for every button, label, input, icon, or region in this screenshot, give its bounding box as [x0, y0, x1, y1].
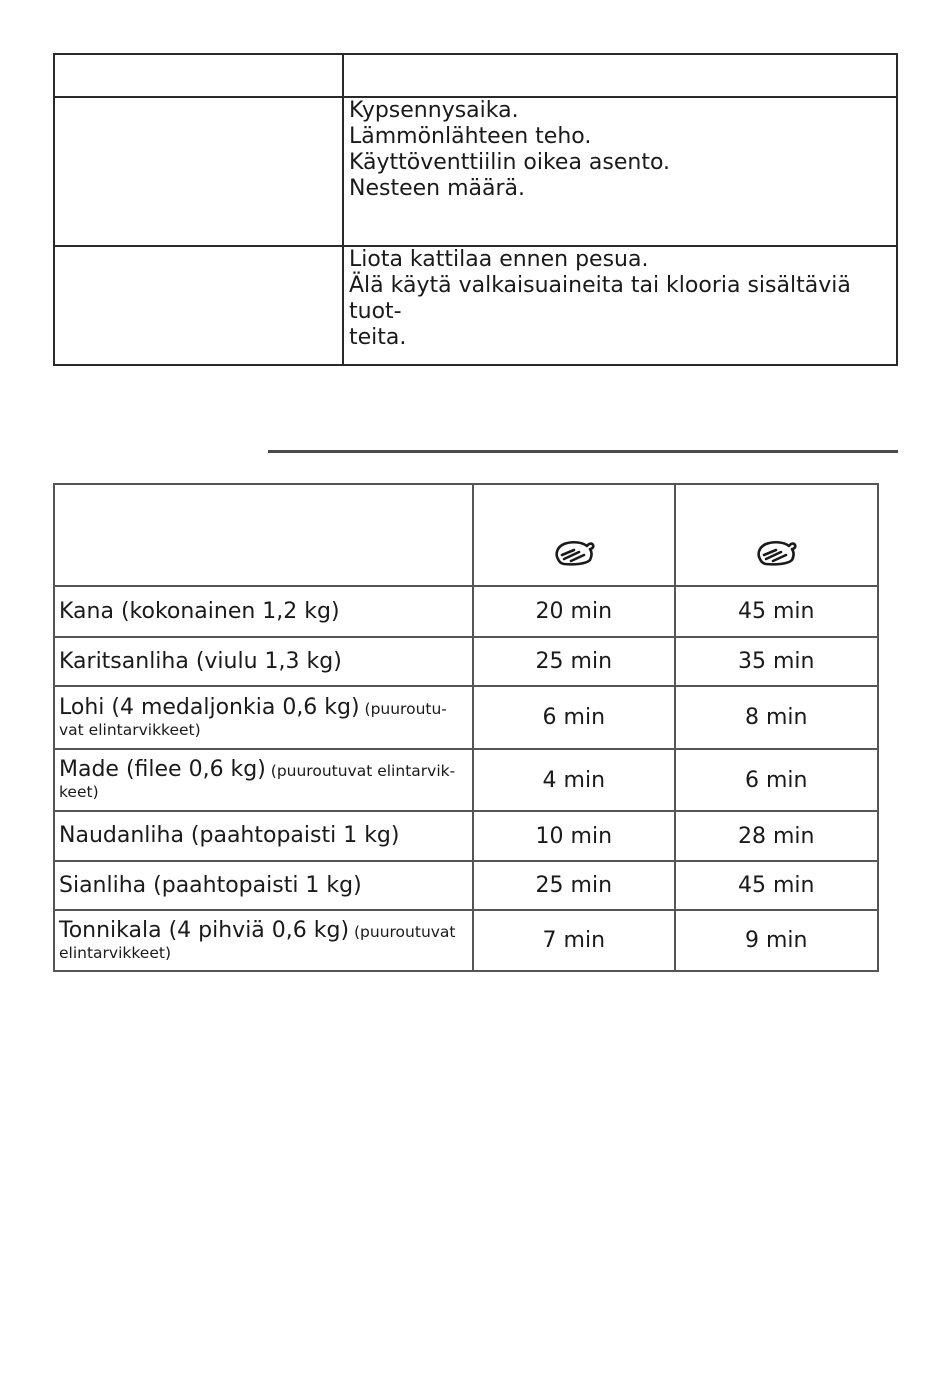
solution-cell: [343, 246, 897, 365]
troubleshooting-table: [53, 53, 898, 366]
mode2-header-cell: [675, 484, 878, 586]
food-cell: [54, 637, 473, 686]
table-row: [54, 586, 878, 637]
food-note: (puuroutu-: [359, 699, 447, 718]
solution-line: Liota kattilaa ennen pesua.: [349, 247, 649, 272]
time-cell: 6 min: [675, 749, 878, 811]
food-note: keet): [59, 783, 99, 801]
food-cell: [54, 749, 473, 811]
table-header-row: [54, 484, 878, 586]
food-name: Sianliha (paahtopaisti 1 kg): [59, 872, 362, 898]
table-row: [54, 97, 897, 246]
food-name: Naudanliha (paahtopaisti 1 kg): [59, 823, 400, 848]
table-row: [54, 910, 878, 971]
header-cell: [54, 54, 343, 97]
mode1-header-cell: [473, 484, 674, 586]
table-header-row: [54, 54, 897, 97]
food-note: vat elintarvikkeet): [59, 720, 201, 739]
header-cell: [343, 54, 897, 97]
food-note: (puuroutuvat: [349, 922, 456, 941]
solution-line: Käyttöventtiilin oikea asento.: [349, 150, 671, 175]
table-row: [54, 246, 897, 365]
solution-line: Lämmönlähteen teho.: [349, 124, 592, 149]
food-cell: [54, 910, 473, 971]
time-cell: 7 min: [473, 910, 674, 971]
food-name: Kana (kokonainen 1,2 kg): [59, 598, 340, 624]
time-cell: 9 min: [675, 910, 878, 971]
food-note: elintarvikkeet): [59, 943, 171, 962]
food-header-cell: [54, 484, 473, 586]
time-cell: 25 min: [473, 861, 674, 910]
time-cell: 8 min: [675, 686, 878, 749]
time-cell: 20 min: [473, 586, 674, 637]
time-cell: 25 min: [473, 637, 674, 686]
table-row: [54, 686, 878, 749]
time-cell: 45 min: [675, 861, 878, 910]
food-cell: [54, 861, 473, 910]
food-name: Lohi (4 medaljonkia 0,6 kg): [59, 694, 360, 720]
cooking-times-table: [53, 483, 879, 972]
food-name: Made (filee 0,6 kg): [59, 757, 266, 782]
solution-cell: [343, 97, 897, 246]
section-divider: [268, 450, 898, 453]
food-mode-icon: [754, 538, 798, 572]
problem-cell: [54, 246, 343, 365]
time-cell: 4 min: [473, 749, 674, 811]
food-cell: [54, 686, 473, 749]
time-cell: 10 min: [473, 811, 674, 861]
solution-line: Nesteen määrä.: [349, 176, 525, 201]
food-mode-icon: [552, 538, 596, 572]
food-name: Karitsanliha (viulu 1,3 kg): [59, 648, 342, 674]
solution-line: teita.: [349, 325, 407, 350]
solution-line: Älä käytä valkaisuaineita tai klooria sisältäviä tuot-: [349, 273, 851, 324]
food-cell: [54, 811, 473, 861]
time-cell: 45 min: [675, 586, 878, 637]
problem-cell: [54, 97, 343, 246]
time-cell: 28 min: [675, 811, 878, 861]
table-row: [54, 749, 878, 811]
table-row: [54, 637, 878, 686]
table-row: [54, 811, 878, 861]
food-name: Tonnikala (4 pihviä 0,6 kg): [59, 917, 350, 943]
time-cell: 35 min: [675, 637, 878, 686]
time-cell: 6 min: [473, 686, 674, 749]
food-cell: [54, 586, 473, 637]
food-note: (puuroutuvat elintarvik-: [265, 762, 456, 780]
solution-line: Kypsennysaika.: [349, 98, 519, 123]
table-row: [54, 861, 878, 910]
